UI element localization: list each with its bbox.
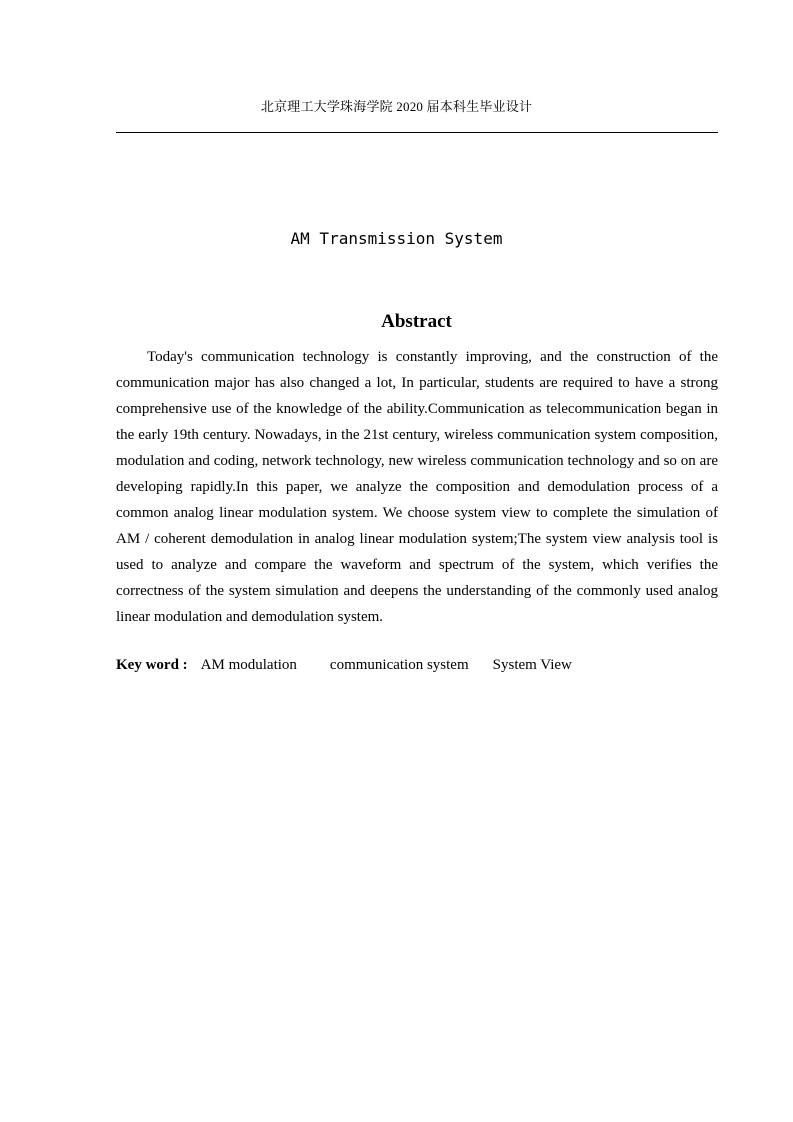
keyword-item: AM modulation: [200, 657, 297, 673]
abstract-heading: Abstract: [381, 311, 452, 332]
keywords-label: Key word :: [116, 657, 188, 673]
keyword-item: System View: [492, 657, 572, 673]
keywords-line: [116, 656, 718, 674]
keyword-item: communication system: [329, 657, 469, 673]
header-divider: [116, 132, 718, 133]
abstract-paragraph: Today's communication technology is constantly improving, and the construction of the communication major has also changed a lot, In particular, students are required to have a strong comprehensive use of the knowledge of the ability.Communication as telecommunication began in the early 19th century. Nowadays, in the 21st century, wireless communication system composition, modulation and coding, network technology, new wireless communication technology and so on are developing rapidly.In this paper, we analyze the composition and demodulation process of a common analog linear modulation system. We choose system view to complete the simulation of AM / coherent demodulation in analog linear modulation system;The system view analysis tool is used to analyze and compare the waveform and spectrum of the system, which verifies the correctness of the system simulation and deepens the understanding of the commonly used analog linear modulation and demodulation system.: [116, 349, 718, 625]
page-header: 北京理工大学珠海学院 2020 届本科生毕业设计: [260, 99, 533, 114]
thesis-title: AM Transmission System: [290, 229, 503, 248]
